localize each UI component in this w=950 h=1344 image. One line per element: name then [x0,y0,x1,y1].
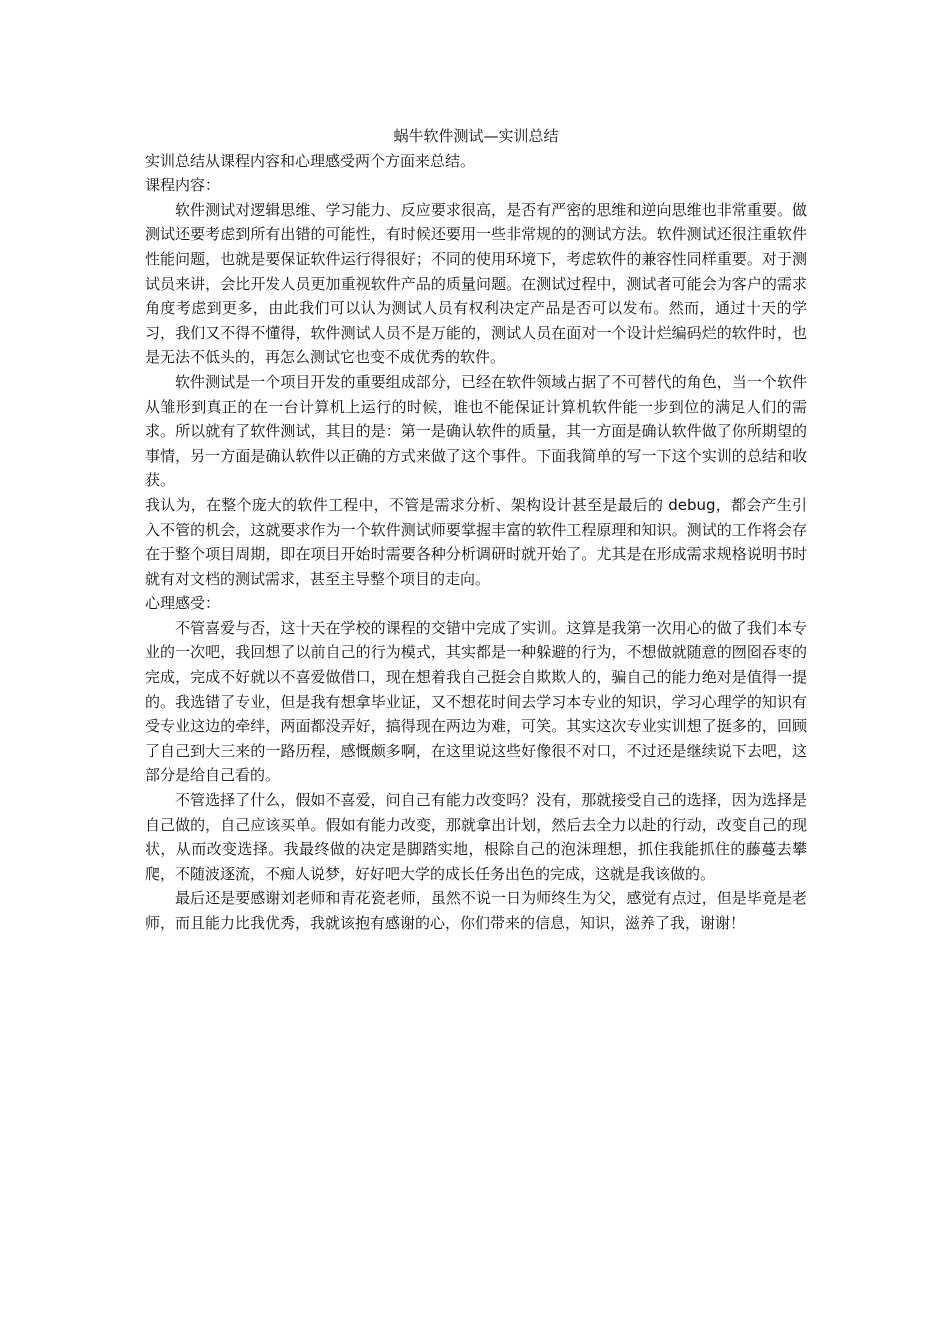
course-content-paragraph-3: 我认为，在整个庞大的软件工程中，不管是需求分析、架构设计甚至是最后的 debug，都会产生引入不管的机会，这就要求作为一个软件测试师要掌握丰富的软件工程原理和知识。测试的工作将会存在于整个项目周期，即在项目开始时需要各种分析调研时就开始了。尤其是在形成需求规格说明书时就有对文档的测试需求，甚至主导整个项目的走向。 [145,495,807,588]
feelings-paragraph-3: 最后还是要感谢刘老师和青花瓷老师，虽然不说一日为师终生为父，感觉有点过，但是毕竟是老师，而且能力比我优秀，我就该抱有感谢的心，你们带来的信息，知识，滋养了我，谢谢！ [145,889,807,932]
intro-paragraph: 实训总结从课程内容和心理感受两个方面来总结。 [145,151,476,170]
section-heading-course-content: 课程内容： [145,176,221,195]
course-content-paragraph-1: 软件测试对逻辑思维、学习能力、反应要求很高，是否有严密的思维和逆向思维也非常重要。做测试还要考虑到所有出错的可能性，有时候还要用一些非常规的的测试方法。软件测试还很注重软件性能问题，也就是要保证软件运行得很好；不同的使用环境下，考虑软件的兼容性同样重要。对于测试员来讲，会比开发人员更加重视软件产品的质量问题。在测试过程中，测试者可能会为客户的需求角度考虑到更多，由此我们可以认为测试人员有权利决定产品是否可以发布。然而，通过十天的学习，我们又不得不懂得，软件测试人员不是万能的，测试人员在面对一个设计烂编码烂的软件时，也是无法不低头的，再怎么测试它也变不成优秀的软件。 [145,200,807,367]
feelings-paragraph-2: 不管选择了什么，假如不喜爱，问自己有能力改变吗？没有，那就接受自己的选择，因为选择是自己做的，自己应该买单。假如有能力改变，那就拿出计划，然后去全力以赴的行动，改变自己的现状，从而改变选择。我最终做的决定是脚踏实地，根除自己的泡沫理想，抓住我能抓住的藤蔓去攀爬，不随波逐流，不痴人说梦，好好吧大学的成长任务出色的完成，这就是我该做的。 [145,791,807,883]
feelings-paragraph-1: 不管喜爱与否，这十天在学校的课程的交错中完成了实训。这算是我第一次用心的做了我们本专业的一次吧，我回想了以前自己的行为模式，其实都是一种躲避的行为，不想做就随意的囫囵吞枣的完成，完成不好就以不喜爱做借口，现在想着我自己挺会自欺欺人的，骗自己的能力绝对是值得一提的。我选错了专业，但是我有想拿毕业证，又不想花时间去学习本专业的知识，学习心理学的知识有受专业这边的牵绊，两面都没弄好，搞得现在两边为难，可笑。其实这次专业实训想了挺多的，回顾了自己到大三来的一路历程，感慨颇多啊，在这里说这些好像很不对口，不过还是继续说下去吧，这部分是给自己看的。 [145,618,807,785]
course-content-paragraph-2: 软件测试是一个项目开发的重要组成部分，已经在软件领域占据了不可替代的角色，当一个软件从雏形到真正的在一台计算机上运行的时候，谁也不能保证计算机软件能一步到位的满足人们的需求。所以就有了软件测试，其目的是：第一是确认软件的质量，其一方面是确认软件做了你所期望的事情，另一方面是确认软件以正确的方式来做了这个事件。下面我简单的写一下这个实训的总结和收获。 [145,372,807,490]
document-title: 蜗牛软件测试—实训总结 [393,127,559,145]
section-heading-feelings: 心理感受： [145,594,221,613]
document-page [145,124,807,936]
